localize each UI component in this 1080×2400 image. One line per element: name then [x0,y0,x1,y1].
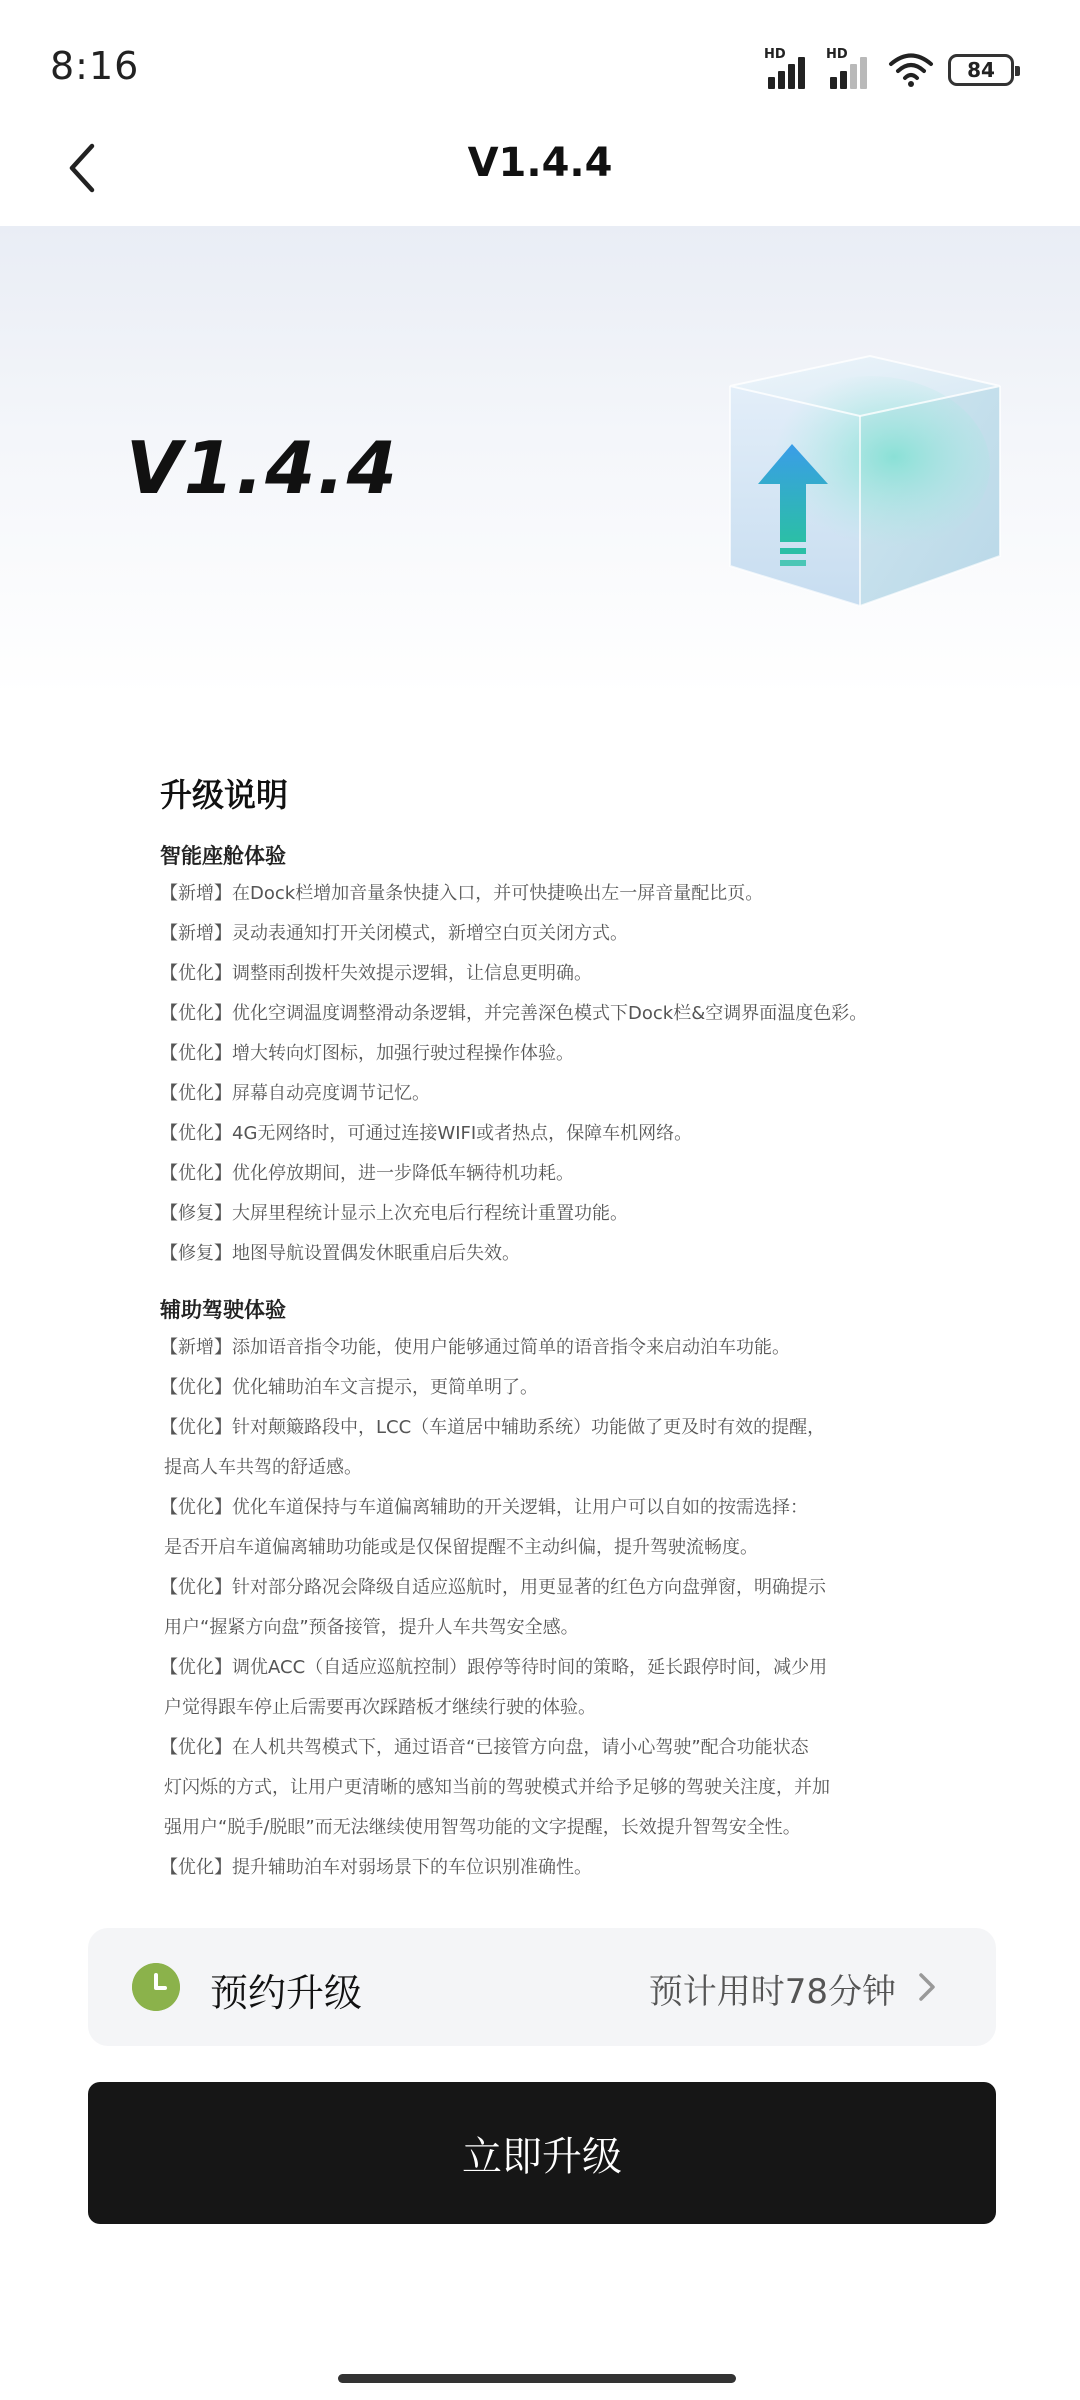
note-line: 【修复】地图导航设置偶发休眠重启后失效。 [160,1243,520,1264]
section-title: 升级说明 [160,776,289,814]
note-line: 【优化】优化停放期间，进一步降低车辆待机功耗。 [160,1163,574,1184]
note-line: 强用户“脱手/脱眼”而无法继续使用智驾功能的文字提醒，长效提升智驾安全性。 [164,1817,801,1838]
page-title: V1.4.4 [467,140,613,186]
signal-hd-label-secondary: HD [826,47,848,62]
signal-icon-secondary [826,47,874,89]
status-icons [764,48,1014,92]
upgrade-cube-icon [700,316,1020,636]
note-line: 是否开启车道偏离辅助功能或是仅保留提醒不主动纠偏，提升驾驶流畅度。 [164,1537,758,1558]
hero-banner [0,226,1080,696]
note-line: 【新增】在Dock栏增加音量条快捷入口，并可快捷唤出左一屏音量配比页。 [160,883,764,904]
home-indicator[interactable] [338,2374,736,2383]
nav-bar [0,110,1080,228]
battery-icon: 84 [948,54,1014,86]
note-line: 【优化】针对部分路况会降级自适应巡航时，用更显著的红色方向盘弹窗，明确提示 [160,1577,826,1598]
group-title-cockpit: 智能座舱体验 [160,844,286,868]
note-line: 【优化】屏幕自动亮度调节记忆。 [160,1083,430,1104]
note-line: 【优化】优化辅助泊车文言提示，更简单明了。 [160,1377,538,1398]
status-time: 8:16 [50,44,140,88]
release-notes [160,770,960,1888]
wifi-icon [888,51,934,89]
chevron-right-icon [910,1970,944,2004]
note-line: 【优化】针对颠簸路段中，LCC（车道居中辅助系统）功能做了更及时有效的提醒， [160,1417,826,1438]
note-line: 【优化】增大转向灯图标，加强行驶过程操作体验。 [160,1043,574,1064]
signal-hd-label: HD [764,47,786,62]
note-line: 【优化】提升辅助泊车对弱场景下的车位识别准确性。 [160,1857,592,1878]
upgrade-now-button[interactable]: 立即升级 [88,2082,996,2224]
clock-icon [132,1963,180,2011]
note-line: 【优化】4G无网络时，可通过连接WIFI或者热点，保障车机网络。 [160,1123,693,1144]
note-line: 户觉得跟车停止后需要再次踩踏板才继续行驶的体验。 [164,1697,596,1718]
note-line: 【优化】调优ACC（自适应巡航控制）跟停等待时间的策略，延长跟停时间，减少用 [160,1657,828,1678]
note-line: 【优化】优化空调温度调整滑动条逻辑，并完善深色模式下Dock栏&空调界面温度色彩。 [160,1003,868,1024]
estimated-time: 预计用时78分钟 [648,1972,896,2012]
note-line: 【优化】优化车道保持与车道偏离辅助的开关逻辑，让用户可以自如的按需选择： [160,1497,808,1518]
note-line: 用户“握紧方向盘”预备接管，提升人车共驾安全感。 [164,1617,579,1638]
group-title-driving: 辅助驾驶体验 [160,1298,286,1322]
schedule-upgrade-card[interactable] [88,1928,996,2046]
schedule-upgrade-label: 预约升级 [210,1971,363,2015]
note-line: 【新增】添加语音指令功能，使用户能够通过简单的语音指令来启动泊车功能。 [160,1337,790,1358]
hero-version: V1.4.4 [126,426,399,510]
note-line: 提高人车共驾的舒适感。 [164,1457,362,1478]
note-line: 灯闪烁的方式，让用户更清晰的感知当前的驾驶模式并给予足够的驾驶关注度，并加 [164,1777,830,1798]
note-line: 【新增】灵动表通知打开关闭模式，新增空白页关闭方式。 [160,923,628,944]
note-line: 【优化】在人机共驾模式下，通过语音“已接管方向盘，请小心驾驶”配合功能状态 [160,1737,809,1758]
note-line: 【优化】调整雨刮拨杆失效提示逻辑，让信息更明确。 [160,963,592,984]
note-line: 【修复】大屏里程统计显示上次充电后行程统计重置功能。 [160,1203,628,1224]
signal-icon [764,47,812,89]
